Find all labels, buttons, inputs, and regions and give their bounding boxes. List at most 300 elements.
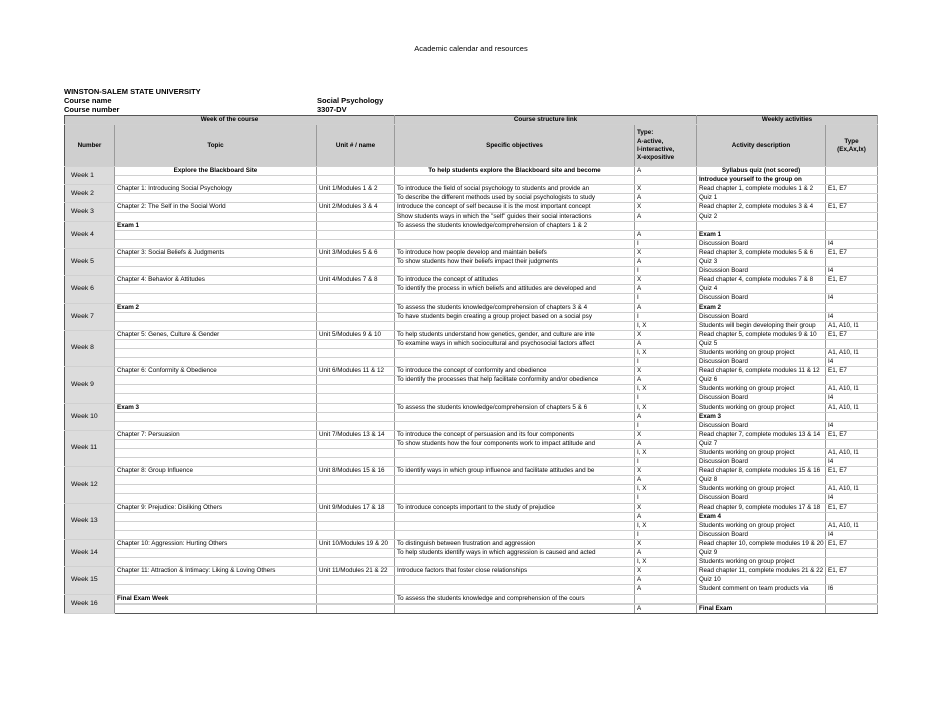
objective-cell: To identify the process in which beliefs and attitudes are developed and xyxy=(395,285,635,294)
table-row xyxy=(65,512,878,521)
unit-cell xyxy=(317,530,395,539)
activity-cell: Discussion Board xyxy=(697,494,826,503)
type-cell: A xyxy=(635,194,697,203)
type-cell: X xyxy=(635,539,697,548)
table-row xyxy=(65,221,878,230)
activity-cell: Read chapter 1, complete modules 1 & 2 xyxy=(697,185,826,194)
topic-cell: Final Exam Week xyxy=(115,594,317,603)
unit-cell xyxy=(317,339,395,348)
header-topic: Topic xyxy=(115,125,317,167)
topic-cell: Explore the Blackboard Site xyxy=(115,167,317,176)
topic-cell xyxy=(115,485,317,494)
table-row xyxy=(65,339,878,348)
table-row xyxy=(65,521,878,530)
course-name-label: Course name xyxy=(64,96,112,105)
type-cell: I, X xyxy=(635,449,697,458)
activity-type-cell xyxy=(826,576,878,585)
topic-cell xyxy=(115,421,317,430)
type-cell: A xyxy=(635,576,697,585)
objective-cell: To introduce concepts important to the study of prejudice xyxy=(395,503,635,512)
objective-cell xyxy=(395,394,635,403)
table-row xyxy=(65,567,878,576)
topic-cell xyxy=(115,312,317,321)
table-row xyxy=(65,485,878,494)
objective-cell: To help students explore the Blackboard site and become xyxy=(395,167,635,176)
type-cell: A xyxy=(635,230,697,239)
week-number-cell: Week 16 xyxy=(65,594,115,613)
unit-cell: Unit 5/Modules 9 & 10 xyxy=(317,330,395,339)
activity-cell: Students working on group project xyxy=(697,449,826,458)
type-cell: I, X xyxy=(635,385,697,394)
objective-cell xyxy=(395,294,635,303)
type-cell xyxy=(635,594,697,603)
unit-cell xyxy=(317,576,395,585)
objective-cell xyxy=(395,585,635,594)
topic-cell: Chapter 4: Behavior & Attitudes xyxy=(115,276,317,285)
header-type2 xyxy=(826,125,878,167)
unit-cell xyxy=(317,385,395,394)
table-row xyxy=(65,248,878,257)
objective-cell: Show students ways in which the "self" guides their social interactions xyxy=(395,212,635,221)
topic-cell xyxy=(115,476,317,485)
objective-cell xyxy=(395,576,635,585)
type-cell: I xyxy=(635,239,697,248)
objective-cell xyxy=(395,176,635,185)
type-cell: I xyxy=(635,312,697,321)
activity-type-cell xyxy=(826,594,878,603)
table-row xyxy=(65,176,878,185)
table-row xyxy=(65,212,878,221)
unit-cell xyxy=(317,549,395,558)
topic-cell xyxy=(115,385,317,394)
table-row xyxy=(65,394,878,403)
topic-cell: Chapter 6: Conformity & Obedience xyxy=(115,367,317,376)
unit-cell xyxy=(317,312,395,321)
objective-cell: To help students identify ways in which aggression is caused and acted xyxy=(395,549,635,558)
topic-cell xyxy=(115,558,317,567)
topic-cell xyxy=(115,530,317,539)
type-cell: X xyxy=(635,567,697,576)
activity-type-cell: E1, E7 xyxy=(826,185,878,194)
topic-cell xyxy=(115,521,317,530)
type-cell: X xyxy=(635,203,697,212)
activity-cell: Quiz 4 xyxy=(697,285,826,294)
activity-type-cell: A1, A10, I1 xyxy=(826,348,878,357)
table-row xyxy=(65,276,878,285)
table-row xyxy=(65,312,878,321)
table-row xyxy=(65,449,878,458)
table-row xyxy=(65,403,878,412)
activity-type-cell: E1, E7 xyxy=(826,430,878,439)
activity-cell: Exam 3 xyxy=(697,412,826,421)
objective-cell xyxy=(395,485,635,494)
week-number-cell: Week 4 xyxy=(65,221,115,248)
page-title: Academic calendar and resources xyxy=(414,44,528,53)
activity-cell: Discussion Board xyxy=(697,530,826,539)
topic-cell xyxy=(115,585,317,594)
schedule-table xyxy=(64,115,878,614)
week-number-cell: Week 3 xyxy=(65,203,115,221)
table-row xyxy=(65,576,878,585)
unit-cell xyxy=(317,348,395,357)
objective-cell xyxy=(395,267,635,276)
unit-cell xyxy=(317,212,395,221)
university-name: WINSTON-SALEM STATE UNIVERSITY xyxy=(64,87,201,96)
objective-cell: To identify ways in which group influence and facilitate attitudes and be xyxy=(395,467,635,476)
objective-cell: To assess the students knowledge/comprehension of chapters 5 & 6 xyxy=(395,403,635,412)
unit-cell xyxy=(317,239,395,248)
type-cell: I xyxy=(635,458,697,467)
type-cell: A xyxy=(635,167,697,176)
activity-cell: Discussion Board xyxy=(697,267,826,276)
header-type-line: Type: xyxy=(637,129,654,137)
type-cell: A xyxy=(635,549,697,558)
topic-cell xyxy=(115,512,317,521)
type-cell xyxy=(635,176,697,185)
activity-type-cell: I4 xyxy=(826,312,878,321)
topic-cell: Chapter 3: Social Beliefs & Judgments xyxy=(115,248,317,257)
header-activity: Activity description xyxy=(697,125,826,167)
activity-type-cell xyxy=(826,558,878,567)
objective-cell xyxy=(395,239,635,248)
header-unit: Unit # / name xyxy=(317,125,395,167)
topic-cell xyxy=(115,258,317,267)
type-cell: I, X xyxy=(635,403,697,412)
activity-cell: Students working on group project xyxy=(697,385,826,394)
table-row xyxy=(65,167,878,176)
activity-cell: Quiz 10 xyxy=(697,576,826,585)
activity-cell: Quiz 3 xyxy=(697,258,826,267)
objective-cell: To describe the different methods used by social psychologists to study xyxy=(395,194,635,203)
unit-cell xyxy=(317,485,395,494)
type-cell: A xyxy=(635,212,697,221)
activity-type-cell: I4 xyxy=(826,267,878,276)
type-cell: I xyxy=(635,394,697,403)
type-cell: I, X xyxy=(635,558,697,567)
activity-type-cell: E1, E7 xyxy=(826,567,878,576)
activity-cell: Quiz 9 xyxy=(697,549,826,558)
objective-cell xyxy=(395,530,635,539)
objective-cell: To introduce the concept of persuasion and its four components xyxy=(395,430,635,439)
unit-cell xyxy=(317,421,395,430)
topic-cell xyxy=(115,267,317,276)
activity-type-cell: E1, E7 xyxy=(826,467,878,476)
course-name-value: Social Psychology xyxy=(317,96,384,105)
unit-cell xyxy=(317,321,395,330)
table-row xyxy=(65,194,878,203)
table-row xyxy=(65,439,878,448)
topic-cell: Chapter 10: Aggression: Hurting Others xyxy=(115,539,317,548)
week-number-cell: Week 5 xyxy=(65,248,115,275)
unit-cell xyxy=(317,558,395,567)
unit-cell: Unit 2/Modules 3 & 4 xyxy=(317,203,395,212)
header-week-of-course: Week of the course xyxy=(65,116,395,125)
unit-cell xyxy=(317,267,395,276)
topic-cell: Chapter 2: The Self in the Social World xyxy=(115,203,317,212)
week-number-cell: Week 2 xyxy=(65,185,115,203)
table-row xyxy=(65,330,878,339)
unit-cell xyxy=(317,403,395,412)
topic-cell xyxy=(115,494,317,503)
table-row xyxy=(65,594,878,603)
activity-type-cell xyxy=(826,512,878,521)
objective-cell xyxy=(395,385,635,394)
type-cell: X xyxy=(635,185,697,194)
objective-cell: To assess the students knowledge and comprehension of the cours xyxy=(395,594,635,603)
activity-type-cell xyxy=(826,176,878,185)
topic-cell: Exam 2 xyxy=(115,303,317,312)
unit-cell xyxy=(317,167,395,176)
activity-cell: Students working on group project xyxy=(697,485,826,494)
activity-cell: Read chapter 2, complete modules 3 & 4 xyxy=(697,203,826,212)
activity-cell xyxy=(697,221,826,230)
topic-cell xyxy=(115,348,317,357)
activity-type-cell: I4 xyxy=(826,458,878,467)
topic-cell xyxy=(115,576,317,585)
activity-cell: Quiz 7 xyxy=(697,439,826,448)
activity-cell: Students working on group project xyxy=(697,403,826,412)
week-number-cell: Week 12 xyxy=(65,467,115,503)
activity-type-cell: A1, A10, I1 xyxy=(826,521,878,530)
type-cell: A xyxy=(635,412,697,421)
type-cell: X xyxy=(635,430,697,439)
week-number-cell: Week 10 xyxy=(65,403,115,430)
activity-type-cell: I4 xyxy=(826,394,878,403)
activity-cell: Quiz 6 xyxy=(697,376,826,385)
activity-type-cell: I4 xyxy=(826,294,878,303)
activity-type-cell: I4 xyxy=(826,530,878,539)
type-cell: A xyxy=(635,585,697,594)
unit-cell xyxy=(317,594,395,603)
table-row xyxy=(65,267,878,276)
type-cell: X xyxy=(635,276,697,285)
type-cell: X xyxy=(635,330,697,339)
objective-cell xyxy=(395,558,635,567)
topic-cell xyxy=(115,449,317,458)
table-row xyxy=(65,303,878,312)
topic-cell xyxy=(115,285,317,294)
table-row xyxy=(65,539,878,548)
topic-cell xyxy=(115,358,317,367)
activity-cell: Read chapter 10, complete modules 19 & 20 xyxy=(697,539,826,548)
unit-cell xyxy=(317,439,395,448)
activity-cell: Introduce yourself to the group on xyxy=(697,176,826,185)
table-row xyxy=(65,321,878,330)
activity-cell: Read chapter 11, complete modules 21 & 22 xyxy=(697,567,826,576)
type-cell: A xyxy=(635,303,697,312)
activity-cell xyxy=(697,594,826,603)
objective-cell: To have students begin creating a group project based on a social psy xyxy=(395,312,635,321)
activity-cell: Read chapter 6, complete modules 11 & 12 xyxy=(697,367,826,376)
unit-cell xyxy=(317,230,395,239)
header-weekly-activities: Weekly activities xyxy=(697,116,878,125)
activity-type-cell: E1, E7 xyxy=(826,248,878,257)
activity-type-cell xyxy=(826,376,878,385)
objective-cell xyxy=(395,512,635,521)
objective-cell xyxy=(395,449,635,458)
topic-cell: Exam 3 xyxy=(115,403,317,412)
objective-cell: To show students how the four components work to impact attitude and xyxy=(395,439,635,448)
objective-cell xyxy=(395,521,635,530)
activity-type-cell: I4 xyxy=(826,421,878,430)
unit-cell xyxy=(317,294,395,303)
table-row xyxy=(65,203,878,212)
topic-cell xyxy=(115,604,317,613)
header-type2-line: Type xyxy=(844,137,859,145)
header-number: Number xyxy=(65,125,115,167)
objective-cell: To examine ways in which sociocultural and psychosocial factors affect xyxy=(395,339,635,348)
unit-cell xyxy=(317,194,395,203)
unit-cell: Unit 1/Modules 1 & 2 xyxy=(317,185,395,194)
table-row xyxy=(65,530,878,539)
unit-cell xyxy=(317,258,395,267)
activity-cell: Students working on group project xyxy=(697,558,826,567)
objective-cell: To introduce the concept of conformity and obedience xyxy=(395,367,635,376)
objective-cell: To assess the students knowledge/comprehension of chapters 1 & 2 xyxy=(395,221,635,230)
topic-cell xyxy=(115,176,317,185)
objective-cell xyxy=(395,412,635,421)
activity-type-cell: A1, A10, I1 xyxy=(826,403,878,412)
activity-type-cell xyxy=(826,412,878,421)
activity-type-cell: E1, E7 xyxy=(826,203,878,212)
type-cell: X xyxy=(635,248,697,257)
table-row xyxy=(65,385,878,394)
header-column-row xyxy=(65,125,878,167)
activity-type-cell xyxy=(826,167,878,176)
unit-cell: Unit 7/Modules 13 & 14 xyxy=(317,430,395,439)
objective-cell xyxy=(395,230,635,239)
type-cell: A xyxy=(635,376,697,385)
topic-cell: Chapter 11: Attraction & Intimacy: Liking & Loving Others xyxy=(115,567,317,576)
unit-cell xyxy=(317,176,395,185)
week-number-cell: Week 8 xyxy=(65,330,115,366)
topic-cell: Chapter 5: Genes, Culture & Gender xyxy=(115,330,317,339)
objective-cell: To show students how their beliefs impact their judgments xyxy=(395,258,635,267)
activity-type-cell xyxy=(826,303,878,312)
activity-type-cell xyxy=(826,339,878,348)
unit-cell xyxy=(317,449,395,458)
type-cell: X xyxy=(635,467,697,476)
activity-type-cell: A1, A10, I1 xyxy=(826,321,878,330)
type-cell: I xyxy=(635,421,697,430)
type-cell: A xyxy=(635,439,697,448)
activity-type-cell: E1, E7 xyxy=(826,367,878,376)
activity-cell: Read chapter 7, complete modules 13 & 14 xyxy=(697,430,826,439)
topic-cell xyxy=(115,230,317,239)
type-cell: I xyxy=(635,530,697,539)
topic-cell xyxy=(115,239,317,248)
header-type-line: I-interactive, xyxy=(637,145,675,153)
activity-cell: Discussion Board xyxy=(697,312,826,321)
activity-cell: Quiz 5 xyxy=(697,339,826,348)
unit-cell xyxy=(317,412,395,421)
type-cell: I xyxy=(635,294,697,303)
activity-type-cell xyxy=(826,604,878,613)
unit-cell: Unit 10/Modules 19 & 20 xyxy=(317,539,395,548)
topic-cell xyxy=(115,439,317,448)
objective-cell xyxy=(395,604,635,613)
objective-cell xyxy=(395,421,635,430)
topic-cell: Chapter 7: Persuasion xyxy=(115,430,317,439)
unit-cell xyxy=(317,604,395,613)
type-cell xyxy=(635,221,697,230)
type-cell: A xyxy=(635,476,697,485)
table-row xyxy=(65,258,878,267)
activity-cell: Read chapter 3, complete modules 5 & 6 xyxy=(697,248,826,257)
unit-cell: Unit 6/Modules 11 & 12 xyxy=(317,367,395,376)
activity-type-cell xyxy=(826,439,878,448)
topic-cell xyxy=(115,339,317,348)
activity-cell: Student comment on team products via xyxy=(697,585,826,594)
type-cell: I, X xyxy=(635,485,697,494)
unit-cell xyxy=(317,512,395,521)
activity-cell: Discussion Board xyxy=(697,358,826,367)
objective-cell: To introduce how people develop and maintain beliefs xyxy=(395,248,635,257)
week-number-cell: Week 13 xyxy=(65,503,115,539)
header-type xyxy=(635,125,697,167)
type-cell: I xyxy=(635,358,697,367)
activity-type-cell xyxy=(826,230,878,239)
table-row xyxy=(65,494,878,503)
topic-cell: Exam 1 xyxy=(115,221,317,230)
activity-cell: Quiz 1 xyxy=(697,194,826,203)
activity-type-cell: E1, E7 xyxy=(826,503,878,512)
unit-cell: Unit 4/Modules 7 & 8 xyxy=(317,276,395,285)
course-number-value: 3307-DV xyxy=(317,105,347,114)
activity-cell: Final Exam xyxy=(697,604,826,613)
topic-cell xyxy=(115,394,317,403)
type-cell: A xyxy=(635,285,697,294)
objective-cell xyxy=(395,476,635,485)
unit-cell: Unit 9/Modules 17 & 18 xyxy=(317,503,395,512)
objective-cell: To distinguish between frustration and aggression xyxy=(395,539,635,548)
unit-cell xyxy=(317,494,395,503)
topic-cell xyxy=(115,412,317,421)
unit-cell: Unit 11/Modules 21 & 22 xyxy=(317,567,395,576)
type-cell: X xyxy=(635,503,697,512)
activity-type-cell xyxy=(826,194,878,203)
objective-cell xyxy=(395,458,635,467)
unit-cell: Unit 8/Modules 15 & 16 xyxy=(317,467,395,476)
activity-cell: Exam 4 xyxy=(697,512,826,521)
table-row xyxy=(65,348,878,357)
table-row xyxy=(65,230,878,239)
table-row xyxy=(65,604,878,613)
type-cell: A xyxy=(635,512,697,521)
table-row xyxy=(65,430,878,439)
topic-cell: Chapter 9: Prejudice: Disliking Others xyxy=(115,503,317,512)
activity-type-cell xyxy=(826,212,878,221)
type-cell: I xyxy=(635,494,697,503)
table-row xyxy=(65,285,878,294)
activity-cell: Discussion Board xyxy=(697,458,826,467)
activity-cell: Quiz 8 xyxy=(697,476,826,485)
type-cell: I, X xyxy=(635,521,697,530)
activity-cell: Read chapter 8, complete modules 15 & 16 xyxy=(697,467,826,476)
objective-cell xyxy=(395,494,635,503)
activity-type-cell xyxy=(826,476,878,485)
activity-type-cell: I4 xyxy=(826,494,878,503)
activity-cell: Read chapter 4, complete modules 7 & 8 xyxy=(697,276,826,285)
activity-type-cell: E1, E7 xyxy=(826,330,878,339)
header-type2-line: (Ex,Ax,Ix) xyxy=(837,145,866,153)
unit-cell xyxy=(317,221,395,230)
week-number-cell: Week 14 xyxy=(65,539,115,566)
objective-cell: To introduce the concept of attitudes xyxy=(395,276,635,285)
unit-cell xyxy=(317,394,395,403)
topic-cell xyxy=(115,458,317,467)
week-number-cell: Week 7 xyxy=(65,303,115,330)
